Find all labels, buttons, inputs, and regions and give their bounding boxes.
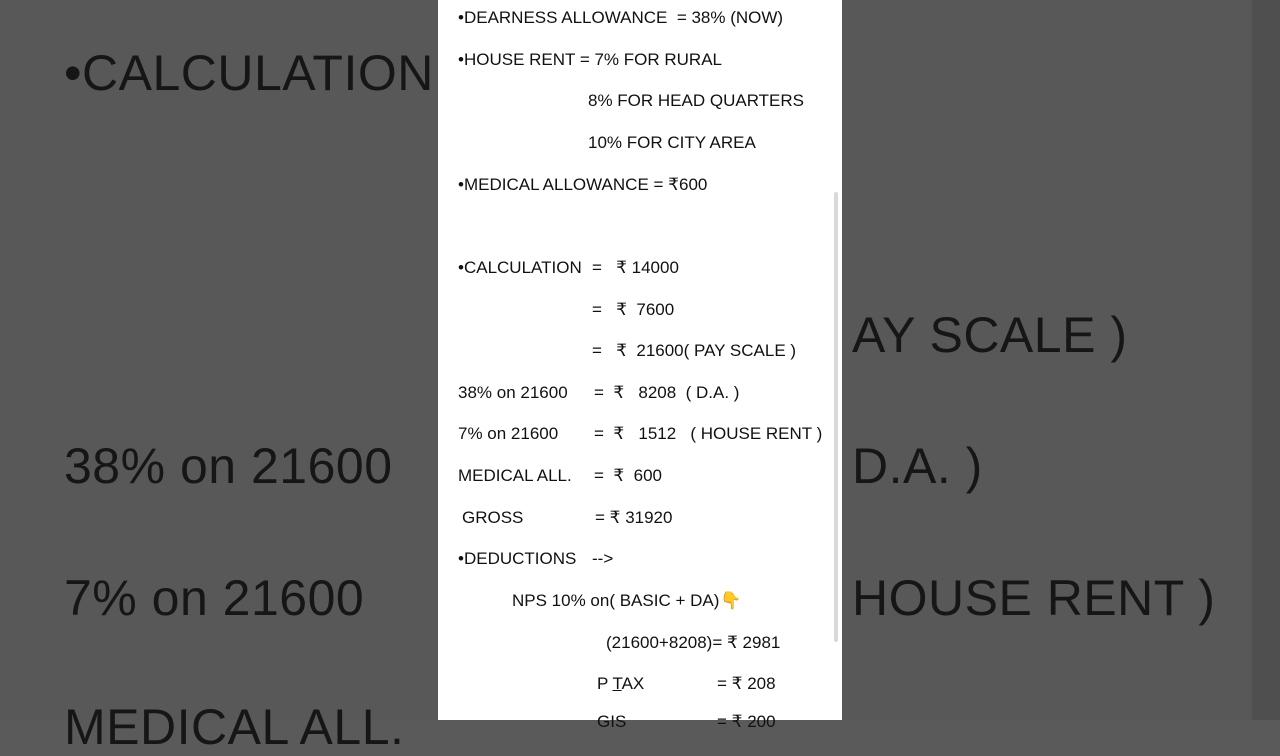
calculation-second-value: = ₹ 7600 <box>592 300 675 319</box>
bg-text-medical: MEDICAL ALL. <box>64 699 405 755</box>
house-rent-rural-line: •HOUSE RENT = 7% FOR RURAL <box>458 50 722 69</box>
ptax-label-t: T <box>612 674 622 693</box>
medical-allowance-line: •MEDICAL ALLOWANCE = ₹600 <box>458 175 708 194</box>
bg-text-da-calc: 38% on 21600 <box>64 438 393 494</box>
bg-text-house-rent: HOUSE RENT ) <box>852 570 1216 626</box>
house-rent-hq-line: 8% FOR HEAD QUARTERS <box>588 91 805 110</box>
da-calc-label: 38% on 21600 <box>458 383 568 402</box>
da-calc-value: = ₹ 8208 ( D.A. ) <box>594 383 740 402</box>
calculation-pay-scale-value: = ₹ 21600( PAY SCALE ) <box>592 341 797 360</box>
gross-value: = ₹ 31920 <box>595 508 673 527</box>
ptax-value: = ₹ 208 <box>717 674 776 693</box>
calculation-basic-value: = ₹ 14000 <box>592 258 679 277</box>
deductions-arrow: --> <box>592 549 614 568</box>
scrollbar[interactable] <box>834 192 838 642</box>
nps-line <box>512 591 742 611</box>
bg-text-da: D.A. ) <box>852 438 983 494</box>
background-edge <box>1252 0 1280 720</box>
medical-calc-label: MEDICAL ALL. <box>458 466 572 485</box>
gis-value: = ₹ 200 <box>717 712 776 731</box>
nps-value: (21600+8208)= ₹ 2981 <box>606 633 781 652</box>
house-rent-calc-value: = ₹ 1512 ( HOUSE RENT ) <box>594 424 823 443</box>
ptax-label <box>597 674 644 694</box>
house-rent-city-line: 10% FOR CITY AREA <box>588 133 756 152</box>
bg-text-hr-calc: 7% on 21600 <box>64 570 365 626</box>
bg-text-pay-scale: AY SCALE ) <box>852 307 1128 363</box>
medical-calc-value: = ₹ 600 <box>594 466 662 485</box>
dearness-allowance-line: •DEARNESS ALLOWANCE = 38% (NOW) <box>458 8 784 27</box>
bg-text-calculation: •CALCULATION <box>64 45 434 101</box>
gross-label: GROSS <box>462 508 524 527</box>
pointing-down-icon: 👇 <box>720 591 742 610</box>
ptax-label-p: P <box>597 674 613 693</box>
nps-text: NPS 10% on( BASIC + DA) <box>512 591 720 610</box>
deductions-label: •DEDUCTIONS <box>458 549 577 568</box>
calculation-label: •CALCULATION <box>458 258 582 277</box>
gis-label: GIS <box>597 712 627 731</box>
house-rent-calc-label: 7% on 21600 <box>458 424 559 443</box>
document-panel[interactable] <box>438 0 842 731</box>
ptax-label-rest: AX <box>621 674 645 693</box>
